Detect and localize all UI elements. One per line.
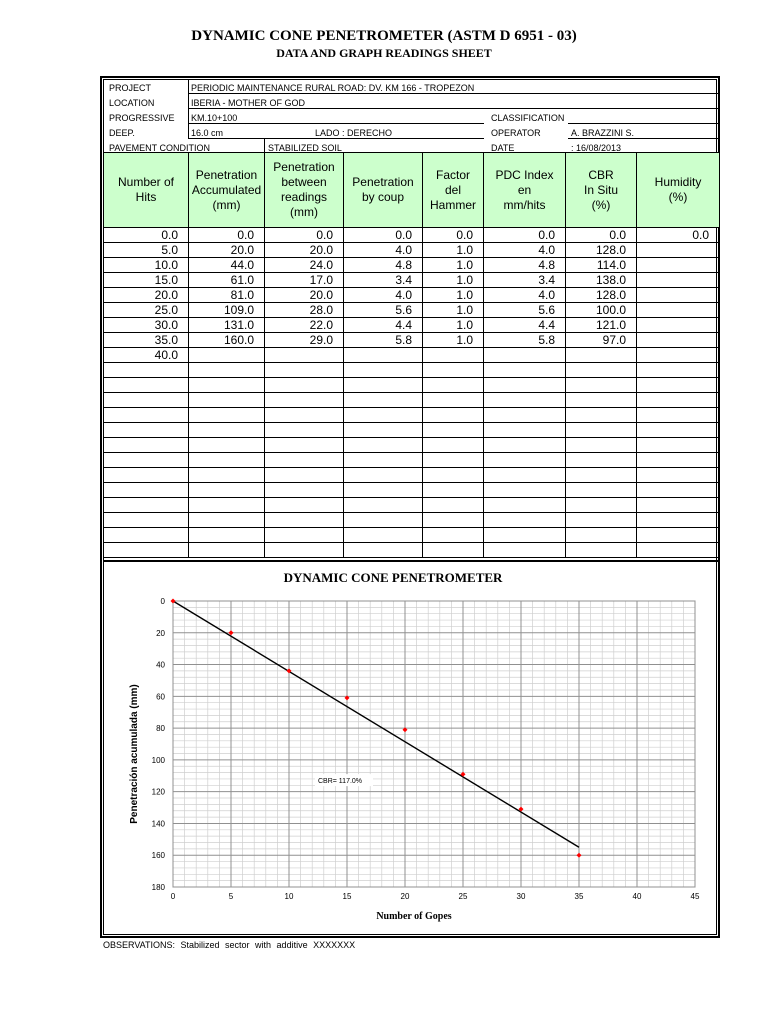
table-cell: 4.4 xyxy=(344,318,423,333)
table-cell xyxy=(566,483,637,498)
table-cell xyxy=(423,543,484,558)
table-cell: 29.0 xyxy=(265,333,344,348)
project-value: PERIODIC MAINTENANCE RURAL ROAD: DV. KM 166 - TROPEZON xyxy=(191,83,475,93)
x-tick-label: 0 xyxy=(170,892,176,901)
table-cell: 5.0 xyxy=(104,243,189,258)
table-cell: 131.0 xyxy=(189,318,265,333)
table-cell xyxy=(484,348,566,363)
table-cell xyxy=(265,423,344,438)
lado-value: LADO : DERECHO xyxy=(315,128,393,138)
table-cell xyxy=(104,498,189,513)
table-cell xyxy=(637,288,720,303)
table-cell xyxy=(423,483,484,498)
table-cell xyxy=(637,258,720,273)
table-cell xyxy=(637,528,720,543)
table-cell xyxy=(104,363,189,378)
table-cell: 0.0 xyxy=(344,228,423,243)
table-cell xyxy=(104,393,189,408)
table-cell: 128.0 xyxy=(566,288,637,303)
table-row xyxy=(104,288,720,303)
table-cell xyxy=(566,423,637,438)
y-tick-label: 20 xyxy=(156,628,165,638)
table-cell xyxy=(423,393,484,408)
table-cell xyxy=(189,543,265,558)
table-cell: 1.0 xyxy=(423,288,484,303)
col-hits-header: Number of Hits xyxy=(104,153,189,228)
col-cbr-header: CBR In Situ (%) xyxy=(566,153,637,228)
table-cell xyxy=(484,528,566,543)
col-pen-coup-header: Penetration by coup xyxy=(344,153,423,228)
table-cell xyxy=(484,393,566,408)
table-cell: 1.0 xyxy=(423,243,484,258)
table-cell xyxy=(189,498,265,513)
y-tick-label: 80 xyxy=(156,724,165,734)
table-cell xyxy=(637,363,720,378)
table-cell xyxy=(484,483,566,498)
document-title: DYNAMIC CONE PENETROMETER (ASTM D 6951 - 03) xyxy=(191,28,577,44)
table-cell: 0.0 xyxy=(484,228,566,243)
table-cell: 4.0 xyxy=(484,288,566,303)
table-cell xyxy=(637,393,720,408)
table-cell xyxy=(189,438,265,453)
table-cell: 5.8 xyxy=(344,333,423,348)
table-cell xyxy=(344,393,423,408)
x-tick-label: 10 xyxy=(284,892,294,901)
table-row xyxy=(104,348,720,363)
pavement-label: PAVEMENT CONDITION xyxy=(109,143,211,153)
table-cell xyxy=(566,378,637,393)
table-cell xyxy=(484,363,566,378)
table-cell xyxy=(265,438,344,453)
table-cell xyxy=(637,243,720,258)
table-cell xyxy=(344,528,423,543)
col-pdc-header: PDC Index en mm/hits xyxy=(484,153,566,228)
table-cell: 28.0 xyxy=(265,303,344,318)
table-cell xyxy=(104,528,189,543)
table-header-row xyxy=(104,153,720,228)
table-cell: 97.0 xyxy=(566,333,637,348)
table-cell xyxy=(423,513,484,528)
table-cell xyxy=(104,423,189,438)
table-cell xyxy=(189,378,265,393)
table-cell xyxy=(265,498,344,513)
table-cell xyxy=(423,528,484,543)
table-cell xyxy=(344,363,423,378)
table-cell: 0.0 xyxy=(265,228,344,243)
table-cell xyxy=(344,378,423,393)
table-cell: 4.0 xyxy=(484,243,566,258)
table-row-empty xyxy=(104,483,720,498)
operator-label: OPERATOR xyxy=(491,128,541,138)
cbr-annotation: CBR= 117.0% xyxy=(318,778,363,786)
table-cell xyxy=(484,453,566,468)
table-cell xyxy=(265,453,344,468)
table-row-empty xyxy=(104,408,720,423)
table-cell xyxy=(104,468,189,483)
col-humidity-header: Humidity (%) xyxy=(637,153,720,228)
info-rule xyxy=(188,93,718,94)
col-factor-header: Factor del Hammer xyxy=(423,153,484,228)
table-cell xyxy=(344,513,423,528)
table-row xyxy=(104,318,720,333)
table-cell: 4.8 xyxy=(484,258,566,273)
table-cell xyxy=(189,423,265,438)
table-cell: 24.0 xyxy=(265,258,344,273)
table-cell: 160.0 xyxy=(189,333,265,348)
table-cell xyxy=(637,333,720,348)
table-cell xyxy=(566,393,637,408)
project-label: PROJECT xyxy=(109,83,152,93)
table-cell xyxy=(344,408,423,423)
date-value: : 16/08/2013 xyxy=(571,143,622,153)
location-value: IBERIA - MOTHER OF GOD xyxy=(191,98,306,108)
table-cell xyxy=(265,528,344,543)
document-subtitle: DATA AND GRAPH READINGS SHEET xyxy=(276,46,492,60)
table-cell xyxy=(423,378,484,393)
table-cell xyxy=(344,543,423,558)
table-cell: 17.0 xyxy=(265,273,344,288)
table-cell: 22.0 xyxy=(265,318,344,333)
pavement-value: STABILIZED SOIL xyxy=(268,143,342,153)
table-cell xyxy=(104,453,189,468)
table-cell xyxy=(344,468,423,483)
x-tick-label: 30 xyxy=(516,892,526,901)
table-cell xyxy=(265,513,344,528)
table-cell xyxy=(265,363,344,378)
table-row xyxy=(104,303,720,318)
table-cell xyxy=(189,468,265,483)
table-row xyxy=(104,243,720,258)
table-cell xyxy=(189,453,265,468)
table-row-empty xyxy=(104,423,720,438)
table-cell xyxy=(265,543,344,558)
table-cell xyxy=(566,348,637,363)
y-tick-label: 0 xyxy=(160,597,165,606)
table-row-empty xyxy=(104,363,720,378)
table-cell: 1.0 xyxy=(423,333,484,348)
table-row-empty xyxy=(104,468,720,483)
table-cell xyxy=(265,408,344,423)
table-cell xyxy=(637,303,720,318)
table-cell: 121.0 xyxy=(566,318,637,333)
table-row xyxy=(104,258,720,273)
table-cell: 4.0 xyxy=(344,243,423,258)
table-cell: 138.0 xyxy=(566,273,637,288)
table-cell: 20.0 xyxy=(265,288,344,303)
table-cell: 5.8 xyxy=(484,333,566,348)
y-tick-label: 40 xyxy=(156,660,165,670)
table-cell: 100.0 xyxy=(566,303,637,318)
table-cell xyxy=(637,543,720,558)
table-cell xyxy=(189,513,265,528)
table-cell xyxy=(566,438,637,453)
table-cell: 20.0 xyxy=(104,288,189,303)
table-cell xyxy=(423,423,484,438)
table-cell xyxy=(189,348,265,363)
table-cell: 114.0 xyxy=(566,258,637,273)
deep-label: DEEP. xyxy=(109,128,135,138)
table-row xyxy=(104,228,720,243)
table-cell: 0.0 xyxy=(189,228,265,243)
table-cell: 4.0 xyxy=(344,288,423,303)
y-tick-label: 160 xyxy=(151,851,165,861)
table-cell: 4.4 xyxy=(484,318,566,333)
table-cell xyxy=(423,348,484,363)
table-cell xyxy=(637,318,720,333)
table-cell xyxy=(344,348,423,363)
table-cell xyxy=(265,378,344,393)
operator-value: A. BRAZZINI S. xyxy=(571,128,635,138)
chart-title: DYNAMIC CONE PENETROMETER xyxy=(283,570,503,585)
table-cell xyxy=(104,483,189,498)
table-cell: 20.0 xyxy=(189,243,265,258)
table-cell xyxy=(189,408,265,423)
project-info xyxy=(105,81,715,153)
x-tick-label: 25 xyxy=(458,892,468,901)
table-cell xyxy=(637,408,720,423)
table-cell: 0.0 xyxy=(637,228,720,243)
table-cell: 1.0 xyxy=(423,258,484,273)
location-label: LOCATION xyxy=(109,98,155,108)
table-row-empty xyxy=(104,438,720,453)
table-cell: 40.0 xyxy=(104,348,189,363)
table-cell: 1.0 xyxy=(423,318,484,333)
info-rule xyxy=(188,108,718,109)
table-cell: 3.4 xyxy=(344,273,423,288)
table-cell: 61.0 xyxy=(189,273,265,288)
table-cell xyxy=(104,378,189,393)
x-tick-label: 40 xyxy=(632,892,642,901)
table-row-empty xyxy=(104,543,720,558)
table-cell: 1.0 xyxy=(423,303,484,318)
y-axis-label: Penetración acumulada (mm) xyxy=(129,684,140,824)
table-cell xyxy=(637,453,720,468)
table-cell xyxy=(484,513,566,528)
table-cell: 0.0 xyxy=(423,228,484,243)
plot-area xyxy=(173,601,695,887)
readings-sheet xyxy=(100,76,720,938)
x-axis-label: Number of Gopes xyxy=(376,911,452,922)
table-cell: 10.0 xyxy=(104,258,189,273)
table-cell: 4.8 xyxy=(344,258,423,273)
table-cell xyxy=(566,498,637,513)
x-tick-label: 15 xyxy=(342,892,352,901)
table-cell xyxy=(637,438,720,453)
x-tick-label: 35 xyxy=(574,892,584,901)
table-cell xyxy=(637,423,720,438)
y-tick-label: 100 xyxy=(151,755,165,765)
table-cell xyxy=(104,513,189,528)
x-tick-label: 20 xyxy=(400,892,410,901)
table-cell xyxy=(423,408,484,423)
info-rule xyxy=(188,138,484,139)
table-row-empty xyxy=(104,513,720,528)
table-cell: 30.0 xyxy=(104,318,189,333)
table-cell xyxy=(484,498,566,513)
table-cell xyxy=(265,393,344,408)
table-cell xyxy=(423,468,484,483)
table-cell xyxy=(566,543,637,558)
table-cell xyxy=(423,498,484,513)
table-cell xyxy=(484,408,566,423)
date-label: DATE xyxy=(491,143,515,153)
table-cell xyxy=(189,363,265,378)
table-cell xyxy=(189,483,265,498)
readings-table xyxy=(103,152,720,558)
table-cell: 5.6 xyxy=(484,303,566,318)
table-cell xyxy=(484,378,566,393)
table-cell xyxy=(637,273,720,288)
x-tick-label: 5 xyxy=(228,892,234,901)
table-cell xyxy=(566,513,637,528)
info-divider xyxy=(188,80,189,138)
table-row xyxy=(104,273,720,288)
table-cell xyxy=(566,408,637,423)
table-cell: 0.0 xyxy=(566,228,637,243)
info-rule xyxy=(568,123,718,124)
table-cell xyxy=(344,438,423,453)
info-rule xyxy=(568,138,718,139)
table-cell xyxy=(189,528,265,543)
table-cell xyxy=(265,483,344,498)
table-cell xyxy=(423,438,484,453)
table-cell: 15.0 xyxy=(104,273,189,288)
table-cell xyxy=(423,453,484,468)
table-cell xyxy=(637,348,720,363)
col-pen-between-header: Penetration between readings (mm) xyxy=(265,153,344,228)
table-cell xyxy=(566,363,637,378)
table-row xyxy=(104,333,720,348)
y-tick-label: 60 xyxy=(156,692,165,702)
table-cell: 25.0 xyxy=(104,303,189,318)
table-cell xyxy=(566,528,637,543)
table-cell xyxy=(104,543,189,558)
table-row-empty xyxy=(104,528,720,543)
table-cell: 0.0 xyxy=(104,228,189,243)
table-cell: 20.0 xyxy=(265,243,344,258)
observations-text: OBSERVATIONS: Stabilized sector with additive XXXXXXX xyxy=(103,940,356,950)
table-cell xyxy=(484,543,566,558)
table-cell xyxy=(423,363,484,378)
y-tick-label: 140 xyxy=(151,819,165,829)
penetration-chart xyxy=(103,562,719,935)
table-cell xyxy=(637,513,720,528)
table-cell: 44.0 xyxy=(189,258,265,273)
deep-value: 16.0 cm xyxy=(191,128,224,138)
table-cell xyxy=(484,423,566,438)
info-rule xyxy=(188,123,484,124)
col-pen-accum-header: Penetration Accumulated (mm) xyxy=(189,153,265,228)
table-cell: 35.0 xyxy=(104,333,189,348)
table-cell: 3.4 xyxy=(484,273,566,288)
table-cell: 128.0 xyxy=(566,243,637,258)
table-cell: 109.0 xyxy=(189,303,265,318)
table-cell xyxy=(104,438,189,453)
table-cell: 81.0 xyxy=(189,288,265,303)
table-cell xyxy=(637,468,720,483)
table-cell: 1.0 xyxy=(423,273,484,288)
progressive-label: PROGRESSIVE xyxy=(109,113,175,123)
table-cell xyxy=(344,498,423,513)
table-row-empty xyxy=(104,393,720,408)
table-row-empty xyxy=(104,498,720,513)
table-cell xyxy=(637,498,720,513)
info-divider xyxy=(264,138,265,152)
table-cell xyxy=(637,378,720,393)
table-row-empty xyxy=(104,378,720,393)
x-tick-label: 45 xyxy=(690,892,700,901)
table-cell xyxy=(566,468,637,483)
table-cell xyxy=(344,483,423,498)
chart-panel xyxy=(103,560,719,937)
table-cell xyxy=(484,468,566,483)
table-cell xyxy=(484,438,566,453)
y-tick-label: 180 xyxy=(151,883,165,892)
table-cell xyxy=(566,453,637,468)
table-cell xyxy=(265,348,344,363)
table-cell xyxy=(344,453,423,468)
y-tick-label: 120 xyxy=(151,787,165,797)
progressive-value: KM.10+100 xyxy=(191,113,238,123)
table-cell xyxy=(637,483,720,498)
table-cell: 5.6 xyxy=(344,303,423,318)
table-cell xyxy=(189,393,265,408)
table-row-empty xyxy=(104,453,720,468)
table-cell xyxy=(104,408,189,423)
classification-label: CLASSIFICATION xyxy=(491,113,565,123)
table-cell xyxy=(344,423,423,438)
table-cell xyxy=(265,468,344,483)
